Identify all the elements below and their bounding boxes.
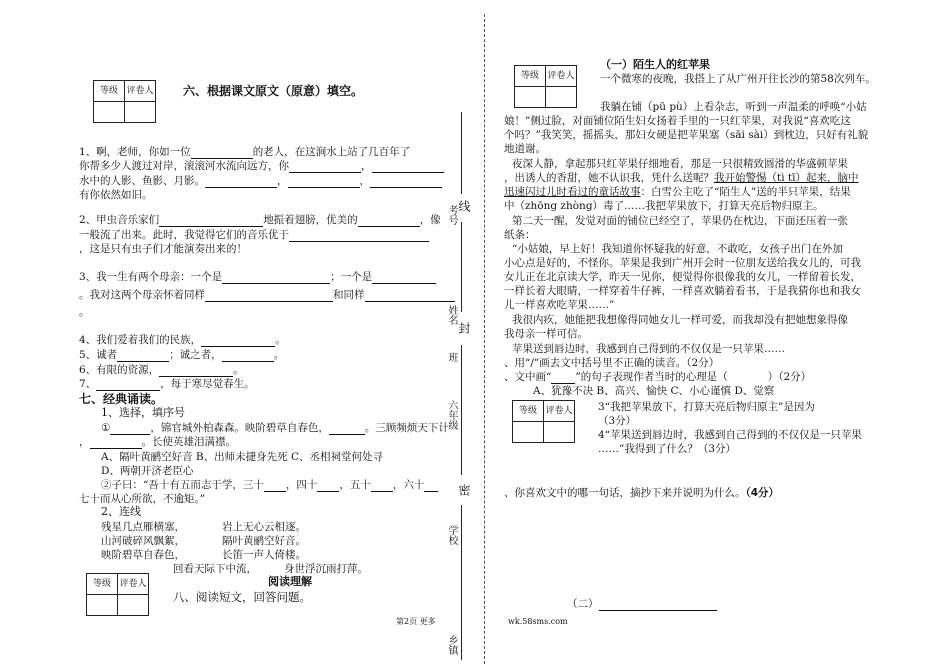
story-p3c [504,185,851,199]
s1-line1 [101,421,449,435]
lian-left-2: 山河破碎风飘絮， [101,535,185,547]
grade-table-6 [93,80,156,123]
q6-end: 。 [233,364,244,376]
s1-text-d: ②子曰：“吾十有五而志于学，三十 [101,479,264,491]
question-3b: （3分） [598,415,637,427]
side-label-school: 学校 [446,525,457,545]
s1-num: ① [101,422,111,434]
q2-middle: ”的句子表现作者当时的心理是（ [575,371,728,383]
question-4a: 4“苹果送到唇边时，我感到自己得到的不仅仅是一只苹果 [598,429,863,441]
blank[interactable] [222,350,274,362]
side-label-grade: 六年级 [446,400,457,430]
story-underlined-sentence: 我开始警惕（tì tī）起来，脑中 [714,172,859,184]
grade-cell [87,595,118,616]
grader-cell [118,595,149,616]
story-p5e: 儿一样喜欢吃苹果……” [504,299,615,311]
q5-text-a: 5、诚者 [79,349,118,361]
lian-left-3: 映阶碧草自春色， [101,549,185,561]
q2-prefix: 、文中画“ [504,371,552,383]
grade-table-8 [86,573,149,616]
q2-line1 [79,213,441,227]
story-p3a: 夜深人静，拿起那只红苹果仔细地看，那是一只很精致圆滑的华盛顿苹果 [512,158,848,170]
section-7-sub1: 1、选择，填序号 [101,406,185,419]
q1-comma: ， [361,160,372,172]
q6-line [79,363,244,377]
grade-label: 等级 [87,574,118,595]
story-p4b: 纸条： [504,229,536,241]
side-label-kaohao: 考号 [446,205,457,225]
grade-table-q [512,400,575,443]
s1-text-a: ，锦官城外柏森森。映阶碧草自春色， [150,422,329,434]
q1-line4: 有你依然如旧。 [79,189,153,201]
q2-end: ）（2分） [767,371,812,383]
lian-right-3: 长笛一声人倚楼。 [222,549,306,561]
blank[interactable] [191,147,253,159]
grade-label: 等级 [515,66,546,87]
side-label-town: 乡镇 [446,635,457,655]
lian-right-4: 身世浮沉雨打萍。 [284,563,368,575]
q1-line1 [79,145,410,159]
s1-options1: A、隔叶黄鹂空好音 B、出师未捷身先死 C、丞相祠堂何处寻 [101,451,384,463]
q2-text-b: 地振着翅膀，优美的 [263,214,358,226]
q2-line3: ，这是只有虫子们才能演奏出来的！ [79,243,247,255]
grader-label: 评卷人 [546,66,577,87]
section-7-title: 七、经典诵读。 [79,392,164,406]
blank[interactable] [289,161,361,173]
q5-text: 、你喜欢文中的哪一句话，摘抄下来并说明为什么。 [504,487,746,499]
grader-cell [544,422,575,443]
q2-text-c: ，像 [419,214,441,226]
blank[interactable] [90,437,142,449]
q7-text-b: ，每于寒尽觉春生。 [160,378,255,390]
side-label-name: 姓名 [446,305,457,325]
s1-text-f: ，五十 [339,479,371,491]
side-label-ban: 班 [446,352,457,362]
blank[interactable] [329,423,365,435]
blank[interactable] [288,176,360,188]
q1-text-b: 的老人，在这涧水上站了几百年了 [252,146,411,158]
side-label-mi: 密 [457,484,471,496]
watermark: wk.58sms.com [508,617,568,626]
grader-cell [125,102,156,123]
q7-text-a: 7、 [79,378,97,390]
blank[interactable] [159,365,233,377]
grade-label: 等级 [94,81,125,102]
story-p5b: 小心点是好的，不怪你。苹果是我到广州开会时一位朋友送给我女儿的，可我 [504,257,861,269]
q2-line2 [79,228,429,242]
question-1: 、用“/”画去文中括号里不正确的读音。（2分） [504,357,720,369]
blank[interactable] [201,335,275,347]
story-p2d: 地道谢。 [504,143,546,155]
q3-line3: 。 [79,306,90,318]
story-p3c-text: ：白雪公主吃了“陌生人”送的半只苹果，结果 [640,186,851,198]
lian-right-1: 岩上无心云相逐。 [222,521,306,533]
s1-text-b: 。三顾频烦天下计 [364,422,449,434]
story-p5c: 女儿正在北京读大学，昨天一见你，便觉得你很像我的女儿，一样留着长发， [504,271,861,283]
question-4b: ……”我得到了什么？（3分） [598,443,737,455]
story-title: （一）陌生人的红苹果 [600,58,710,71]
blank[interactable] [551,372,575,384]
lianxian-title: 2、连线 [101,505,141,518]
q4-text: 4、我们爱着我们的民族， [79,334,202,346]
question-2-options: A、犹豫不决 B、高兴、愉快 C、小心谨慎 D、觉察 [533,385,775,397]
blank[interactable] [599,599,717,611]
question-5 [504,486,779,500]
blank[interactable] [96,379,160,391]
q3-text-b: ；一个是 [330,271,373,283]
story-p3d: 中（zhōng zhòng）毒了……我把苹果放下，打算天亮后物归原主。 [504,200,824,212]
story-underlined-sentence: 迅速闪过儿时看过的童话故事 [504,186,641,198]
q3-line2 [79,288,455,302]
q1-text-a: 1、啊，老师，你如一位 [79,146,191,158]
q5-score: （4分） [745,487,780,499]
blank[interactable] [317,480,339,492]
story-p1: 一个微寒的夜晚，我搭上了从广州开往长沙的第58次列车。 [600,73,876,85]
q3-line1 [79,270,436,284]
blank[interactable] [372,161,444,173]
question-2 [504,370,811,384]
blank[interactable] [289,230,429,242]
lian-left-1: 残星几点雁横塞， [101,521,185,533]
blank[interactable] [222,272,330,284]
blank[interactable] [365,290,455,302]
story-p2c: 个吗？”我笑笑，摇摇头，那妇女硬是把苹果塞（sāi sài）到枕边，只好有礼貌 [504,129,869,141]
section-6-title: 六、根据课文原文（原意）填空。 [183,84,364,98]
q4-line [79,333,286,347]
q5-end: 。 [273,349,285,361]
s1-options2: D、两朝开济老臣心 [101,465,194,477]
story-p3b [504,171,859,185]
s1-line2 [79,435,236,449]
binding-line [461,222,462,312]
binding-line [461,505,462,660]
blank[interactable] [358,215,420,227]
s1-text-c: 。长使英雄泪满襟。 [141,436,236,448]
blank[interactable] [371,480,393,492]
story-p4a: 第二天一醒，发觉对面的铺位已经空了，苹果仍在枕边，下面还压着一张 [512,215,848,227]
q4-end: 。 [275,334,286,346]
blank[interactable] [370,176,442,188]
binding-line [461,112,462,194]
side-label-line: 线 [457,200,471,212]
page-divider [484,14,485,664]
q2-text-a: 2、甲虫音乐家们 [79,214,160,226]
q1-comma: ， [277,175,288,187]
q1-text-d: 水中的人影、鱼影、月影。 [79,175,205,187]
story-p3b-text: ，出诱人的香甜，她不认识我，凭什么送呢？ [504,172,714,184]
lian-left-4: 回看天际下中流， [173,563,257,575]
blank[interactable] [205,290,333,302]
page-footer: 第2页 更多 [396,617,436,626]
grader-label: 评卷人 [118,574,149,595]
grader-label: 评卷人 [125,81,156,102]
q2-text-d: 一般流了出来。此时，我觉得它们的音乐优于 [79,229,289,241]
q3-text-d: 和同样 [333,289,365,301]
q3-text-c: 。我对这两个母亲怀着同样 [79,289,205,301]
q3-text-a: 3、我一生有两个母亲：一个是 [79,271,223,283]
q7-line [79,377,255,391]
q5-line [79,348,284,362]
section-8-title: 八、阅读短文，回答问题。 [173,590,311,604]
q1-text-c: 你帮多少人渡过对岸，滚滚河水流向远方，你 [79,160,289,172]
story-p6b: 我母亲一样可信。 [504,328,588,340]
s1-line4: 七十而从心所欲，不逾矩。” [79,493,206,505]
q5-text-b: ；诚之者， [169,349,222,361]
section-2-title [567,597,717,611]
story-p6a: 我很内疚，她能把我想像得同她女儿一样可爱，而我却没有把她想象得像 [512,314,848,326]
blank[interactable] [159,215,263,227]
blank[interactable] [264,480,286,492]
grader-label: 评卷人 [544,401,575,422]
blank[interactable] [110,423,150,435]
s1-line3 [101,478,438,492]
story-p5a: “小姑娘，早上好！我知道你怀疑我的好意，不敢吃，女孩子出门在外加 [512,243,843,255]
blank[interactable] [372,272,436,284]
reading-title: 阅读理解 [268,575,312,588]
s1-text-g: ，六十 [392,479,425,491]
grade-label: 等级 [513,401,544,422]
binding-line [461,345,462,475]
sec2-label: （二） [567,598,599,610]
q6-text: 6、有限的资源， [79,364,160,376]
blank[interactable] [205,176,277,188]
story-p2a: 我躺在铺（pū pù）上看杂志，听到一声温柔的呼唤“小姑 [600,101,867,113]
grade-cell [515,87,546,108]
grade-cell [94,102,125,123]
story-p2b: 娘！”侧过脸，对面铺位陌生妇女扬着手里的一只红苹果，对我说“喜欢吃这 [504,115,851,127]
blank[interactable] [424,480,438,492]
side-label-feng: 封 [457,322,471,334]
s1-text-e: ，四十 [285,479,318,491]
grader-cell [546,87,577,108]
blank[interactable] [117,350,169,362]
story-p7: 苹果送到唇边时，我感到自己得到的不仅仅是一只苹果…… [512,343,785,355]
s1-comma: ， [79,436,90,448]
q1-line2 [79,159,444,173]
q1-comma: ， [359,175,370,187]
lian-right-2: 隔叶黄鹂空好音。 [222,535,306,547]
story-p5d: 一样长着大眼睛，一样穿着牛仔裤，一样喜欢躺着看书，于是我猜你也和我女 [504,285,861,297]
grade-cell [513,422,544,443]
q1-line3 [79,174,442,188]
question-3a: 3“我把苹果放下，打算天亮后物归原主”是因为 [598,401,815,413]
grade-table-reading [514,65,577,108]
